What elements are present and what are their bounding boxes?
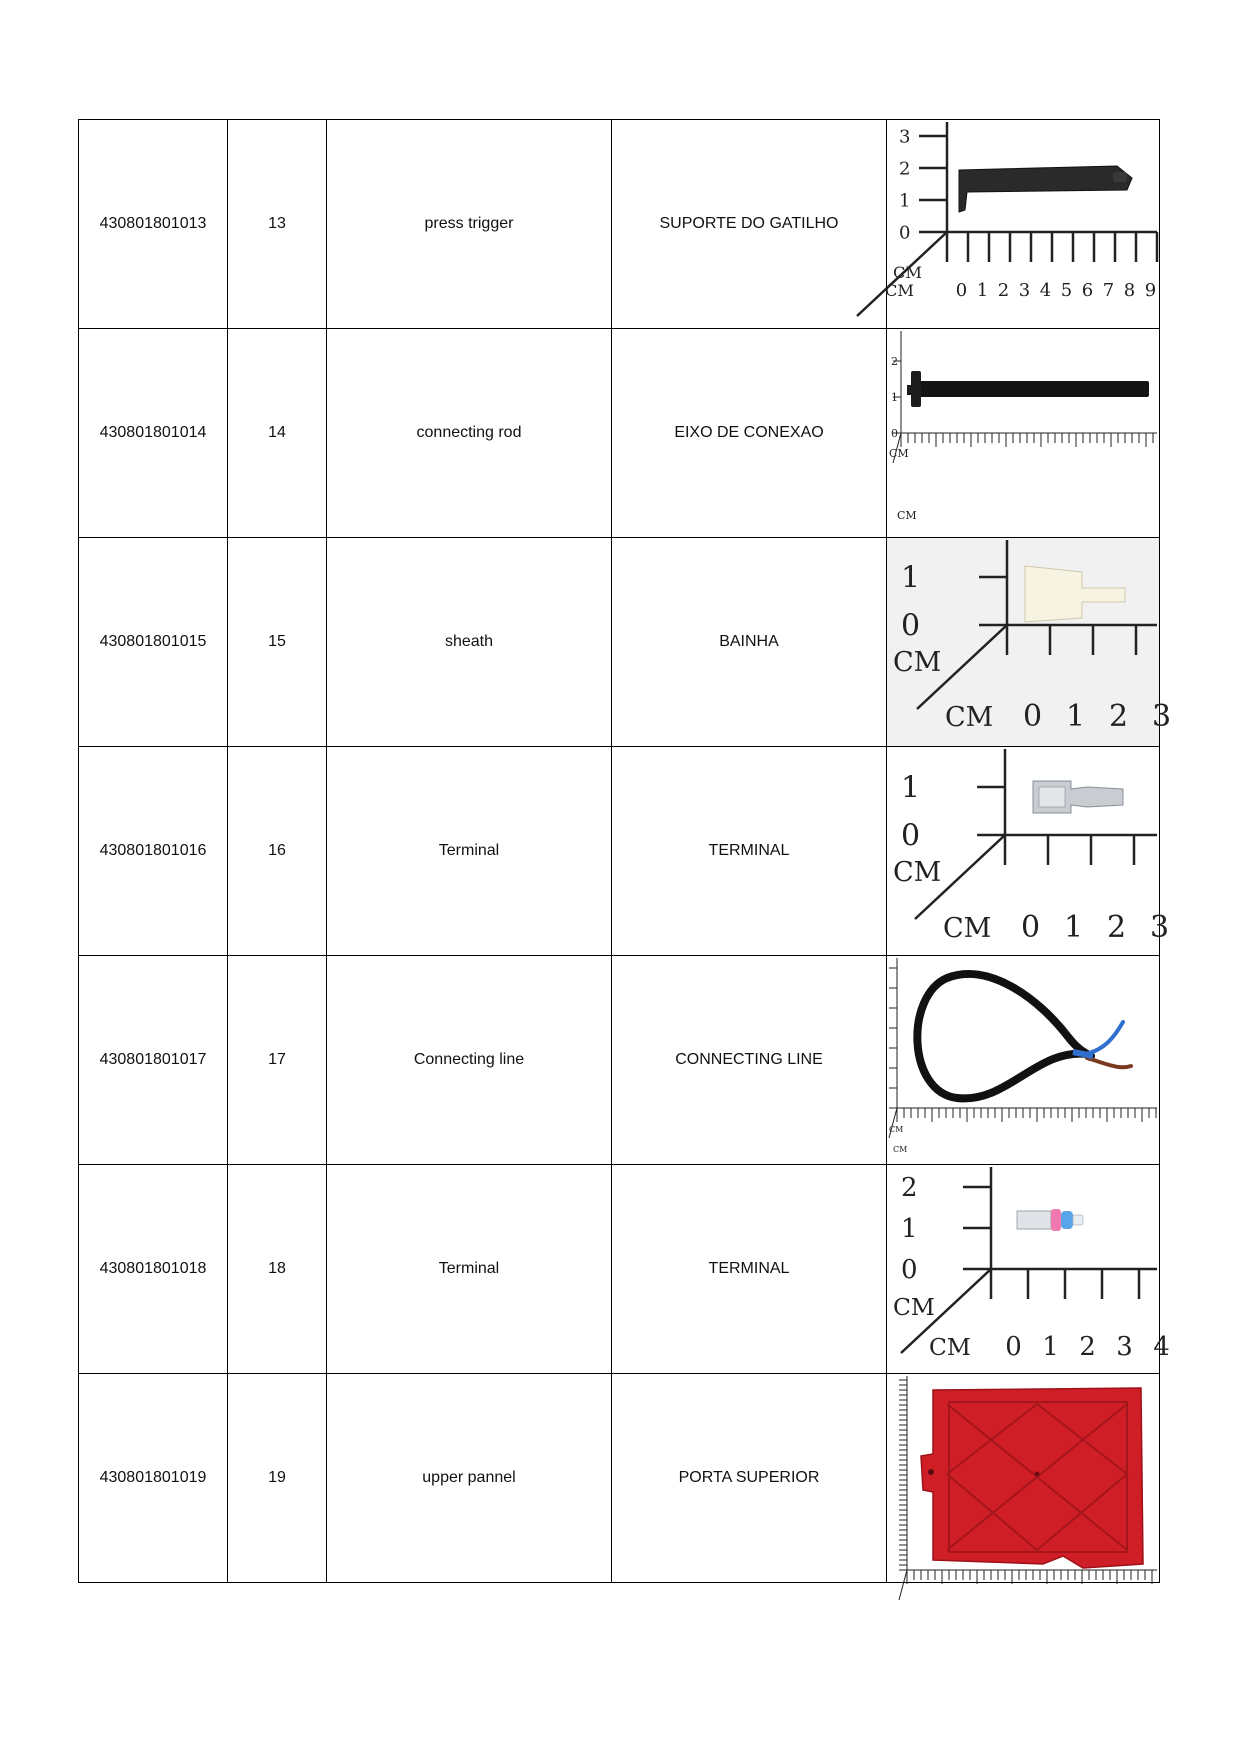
part-name-en: sheath [327,538,612,747]
trigger-bracket-photo [887,120,1159,328]
scale-x-label: 1 [1063,910,1084,945]
scale-y-label: 2 [899,158,911,180]
scale-x-label: 3 [1149,910,1170,945]
part-code: 430801801014 [79,329,228,538]
part-number: 14 [228,329,327,538]
scale-y-label: 2 [891,354,898,368]
scale-y-label: 0 [899,222,911,244]
scale-x-label: 0 [1022,699,1043,734]
scale-x-label: 9 [1144,280,1157,301]
part-photo-cell [887,120,1160,329]
part-number: 13 [228,120,327,329]
scale-unit-label: CM [945,702,994,733]
scale-x-label: 3 [1018,280,1031,301]
scale-x-label: 1 [1065,699,1086,734]
scale-x-label: 0 [1020,910,1041,945]
scale-y-label: 1 [899,190,911,212]
scale-x-label: 2 [1106,910,1127,945]
part-name-pt: TERMINAL [612,747,887,956]
scale-x-label: 3 [1151,699,1172,734]
table-row [79,1165,1160,1374]
scale-x-label: 6 [1081,280,1094,301]
scale-unit-label: CM [889,447,909,460]
sheath-photo [887,538,1172,746]
part-name-en: upper pannel [327,1374,612,1583]
part-code: 430801801019 [79,1374,228,1583]
table-row [79,538,1160,747]
scale-unit-label: CM [929,1333,971,1361]
connecting-rod-photo [887,329,1159,537]
part-name-en: Terminal [327,1165,612,1374]
scale-x-label: 5 [1060,280,1073,301]
part-number: 18 [228,1165,327,1374]
scale-x-label: 4 [1039,280,1052,301]
part-number: 16 [228,747,327,956]
part-photo-cell [887,1165,1170,1374]
part-code: 430801801018 [79,1165,228,1374]
table-row [79,329,1160,538]
table-row [79,747,1160,956]
scale-unit-label: CM [885,281,914,300]
scale-x-label: 0 [955,280,968,301]
parts-table [78,119,1172,1583]
part-number: 19 [228,1374,327,1583]
part-number: 15 [228,538,327,747]
part-name-pt: PORTA SUPERIOR [612,1374,887,1583]
scale-y-label: 0 [901,608,921,644]
table-row [79,120,1160,329]
insulated-terminal-photo [887,1165,1170,1373]
scale-unit-label: CM [893,263,922,282]
scale-y-label: 1 [901,560,921,596]
scale-x-label: 4 [1153,1332,1170,1362]
scale-diagonal [899,1570,907,1600]
scale-y-label: 1 [901,1214,918,1245]
scale-x-label: 2 [1079,1332,1096,1362]
part-name-pt: SUPORTE DO GATILHO [612,120,887,329]
scale-y-label: 2 [901,1173,918,1204]
part-photo-cell [887,747,1170,956]
scale-unit-label: CM [893,647,942,678]
part-code: 430801801017 [79,956,228,1165]
scale-y-label: 3 [899,126,911,148]
part-name-pt: TERMINAL [612,1165,887,1374]
part-name-pt: BAINHA [612,538,887,747]
table-row [79,956,1160,1165]
scale-y-label: 0 [901,818,921,854]
terminal-photo [887,747,1170,955]
scale-x-label: 3 [1116,1332,1133,1362]
scale-x-label: 2 [997,280,1010,301]
part-photo-cell [887,538,1172,747]
scale-unit-label: CM [943,913,992,944]
scale-y-label: 0 [891,426,898,440]
scale-unit-label: CM [893,1145,908,1154]
scale-y-label: 0 [901,1255,918,1286]
scale-unit-label: CM [897,509,917,522]
table-row [79,1374,1160,1583]
part-code: 430801801013 [79,120,228,329]
part-name-en: connecting rod [327,329,612,538]
scale-x-label: 2 [1108,699,1129,734]
part-name-en: press trigger [327,120,612,329]
scale-x-label: 1 [1042,1332,1059,1362]
scale-x-label: 0 [1005,1332,1022,1362]
part-name-pt: EIXO DE CONEXAO [612,329,887,538]
scale-unit-label: CM [889,1125,904,1134]
part-name-pt: CONNECTING LINE [612,956,887,1165]
scale-y-label: 1 [891,390,898,404]
red-panel-photo [887,1374,1159,1582]
part-photo-cell [887,329,1160,538]
part-name-en: Connecting line [327,956,612,1165]
part-code: 430801801015 [79,538,228,747]
part-name-en: Terminal [327,747,612,956]
scale-unit-label: CM [893,857,942,888]
part-number: 17 [228,956,327,1165]
scale-x-label: 1 [976,280,989,301]
scale-x-label: 8 [1123,280,1136,301]
scale-x-label: 7 [1102,280,1115,301]
scale-unit-label: CM [893,1293,935,1321]
cable-loop-photo [887,956,1159,1164]
part-code: 430801801016 [79,747,228,956]
part-photo-cell [887,1374,1160,1583]
scale-y-label: 1 [901,770,921,806]
part-photo-cell [887,956,1160,1165]
